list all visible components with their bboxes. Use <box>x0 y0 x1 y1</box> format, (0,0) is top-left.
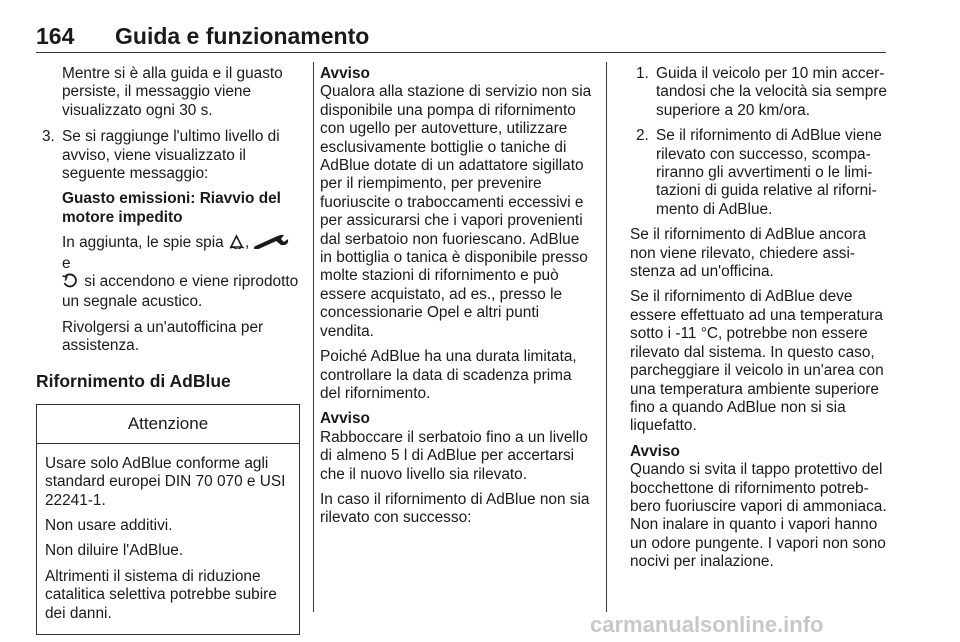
lamps-text-after: si accendono e viene riprodotto un segnale acustico. <box>62 273 299 311</box>
lamps-and: e <box>62 254 71 272</box>
header-rule <box>36 52 886 53</box>
emission-lamp-icon <box>228 234 245 254</box>
engine-lamp-icon <box>62 273 80 293</box>
note-text: Quando si svita il tappo protettivo del bocchettone di rifornimento potrebbero fuoriuscire vapori di ammoniaca. Non inalare in quanto i vapori hanno un odore pungente. I vapori non sono nocivi per inalazione. <box>630 461 887 571</box>
wrench-icon <box>254 234 290 254</box>
list-number: 1. <box>636 65 649 82</box>
note-title: Avviso <box>320 65 370 82</box>
warning-message: Guasto emissioni: Riavvio del motore impedito <box>62 190 281 226</box>
caution-box <box>36 404 300 635</box>
watermark: carmanualsonline.info <box>590 612 824 637</box>
section-title-adblue: Rifornimento di AdBlue <box>36 370 231 391</box>
paragraph-expiry: Poiché AdBlue ha una durata limitata, controllare la data di scadenza prima del rifornimento. <box>320 348 577 402</box>
note-title: Avviso <box>320 410 370 428</box>
paragraph-still-not-detected: Se il rifornimento di AdBlue ancora non viene rilevato, chiedere assistenza ad un'officina. <box>630 226 867 281</box>
paragraph-warning-lamps <box>36 234 302 312</box>
list-text: Se il rifornimento di AdBlue viene rilevato con successo, scompariranno gli avvertimenti o le limitazioni di guida relative al rifornimento di AdBlue. <box>656 127 882 218</box>
list-number: 3. <box>42 128 55 146</box>
list-text: Se si raggiunge l'ultimo livello di avviso, viene visualizzato il seguente messaggio: <box>62 128 280 183</box>
paragraph-workshop: Rivolgersi a un'autofficina per assistenza. <box>62 318 264 355</box>
note-title: Avviso <box>630 442 680 460</box>
caution-paragraph: Non usare additivi. <box>45 516 173 534</box>
lamps-text-before: In aggiunta, le spie spia <box>62 234 224 252</box>
caution-body <box>37 444 299 634</box>
page-number: 164 <box>36 23 75 49</box>
list-item-2 <box>630 127 888 219</box>
note-text: Qualora alla stazione di servizio non sia disponibile una pompa di rifornimento con ugello per autovetture, utilizzare esclusivamente bottiglie o taniche di AdBlue dotate di un adattatore sigillato per il riempimento, per prevenire fuoriuscite o traboccamenti eccessivi e per assicurarsi che i vapori provenienti dal serbatoio non fuoriescano. AdBlue in bottiglia o tanica è disponibile presso molte stazioni di rifornimento e può essere acquistato, ad es., presso le concessionarie Opel e altri punti vendita. <box>320 83 592 340</box>
column-1 <box>36 65 302 635</box>
lamps-comma: , <box>245 234 250 252</box>
chapter-title: Guida e funzionamento <box>115 23 370 49</box>
note-text: Rabboccare il serbatoio fino a un livello di almeno 5 l di AdBlue per accertarsi che il nuovo livello sia rilevato. <box>320 428 588 483</box>
page-header <box>36 22 886 52</box>
paragraph-unsuccessful: In caso il rifornimento di AdBlue non sia rilevato con successo: <box>320 490 590 527</box>
caution-paragraph: Usare solo AdBlue conforme agli standard europei DIN 70 070 e USI 22241-1. <box>45 454 286 509</box>
column-divider-2 <box>606 62 607 612</box>
list-item-1 <box>630 65 888 120</box>
column-divider-1 <box>313 62 314 612</box>
caution-paragraph: Altrimenti il sistema di riduzione catalitica selettiva potrebbe subire dei danni. <box>45 567 277 622</box>
column-2 <box>320 65 592 535</box>
paragraph-repeat-message: Mentre si è alla guida e il guasto persiste, il messaggio viene visualizzato ogni 30 s. <box>62 65 283 119</box>
list-item-3 <box>36 128 302 183</box>
list-number: 2. <box>636 127 649 145</box>
caution-title: Attenzione <box>37 405 299 444</box>
column-3 <box>630 65 888 579</box>
list-text: Guida il veicolo per 10 min accertandosi che la velocità sia sempre superiore a 20 km/ora. <box>656 65 887 119</box>
caution-paragraph: Non diluire l'AdBlue. <box>45 542 184 560</box>
paragraph-cold-temperature: Se il rifornimento di AdBlue deve essere effettuato ad una temperatura sotto i -11 °C, potrebbe non essere rilevato dal sistema. In questo caso, parcheggiare il veicolo in un'area con una temperatura ambiente superiore fino a quando AdBlue non si sia liquefatto. <box>630 288 884 435</box>
